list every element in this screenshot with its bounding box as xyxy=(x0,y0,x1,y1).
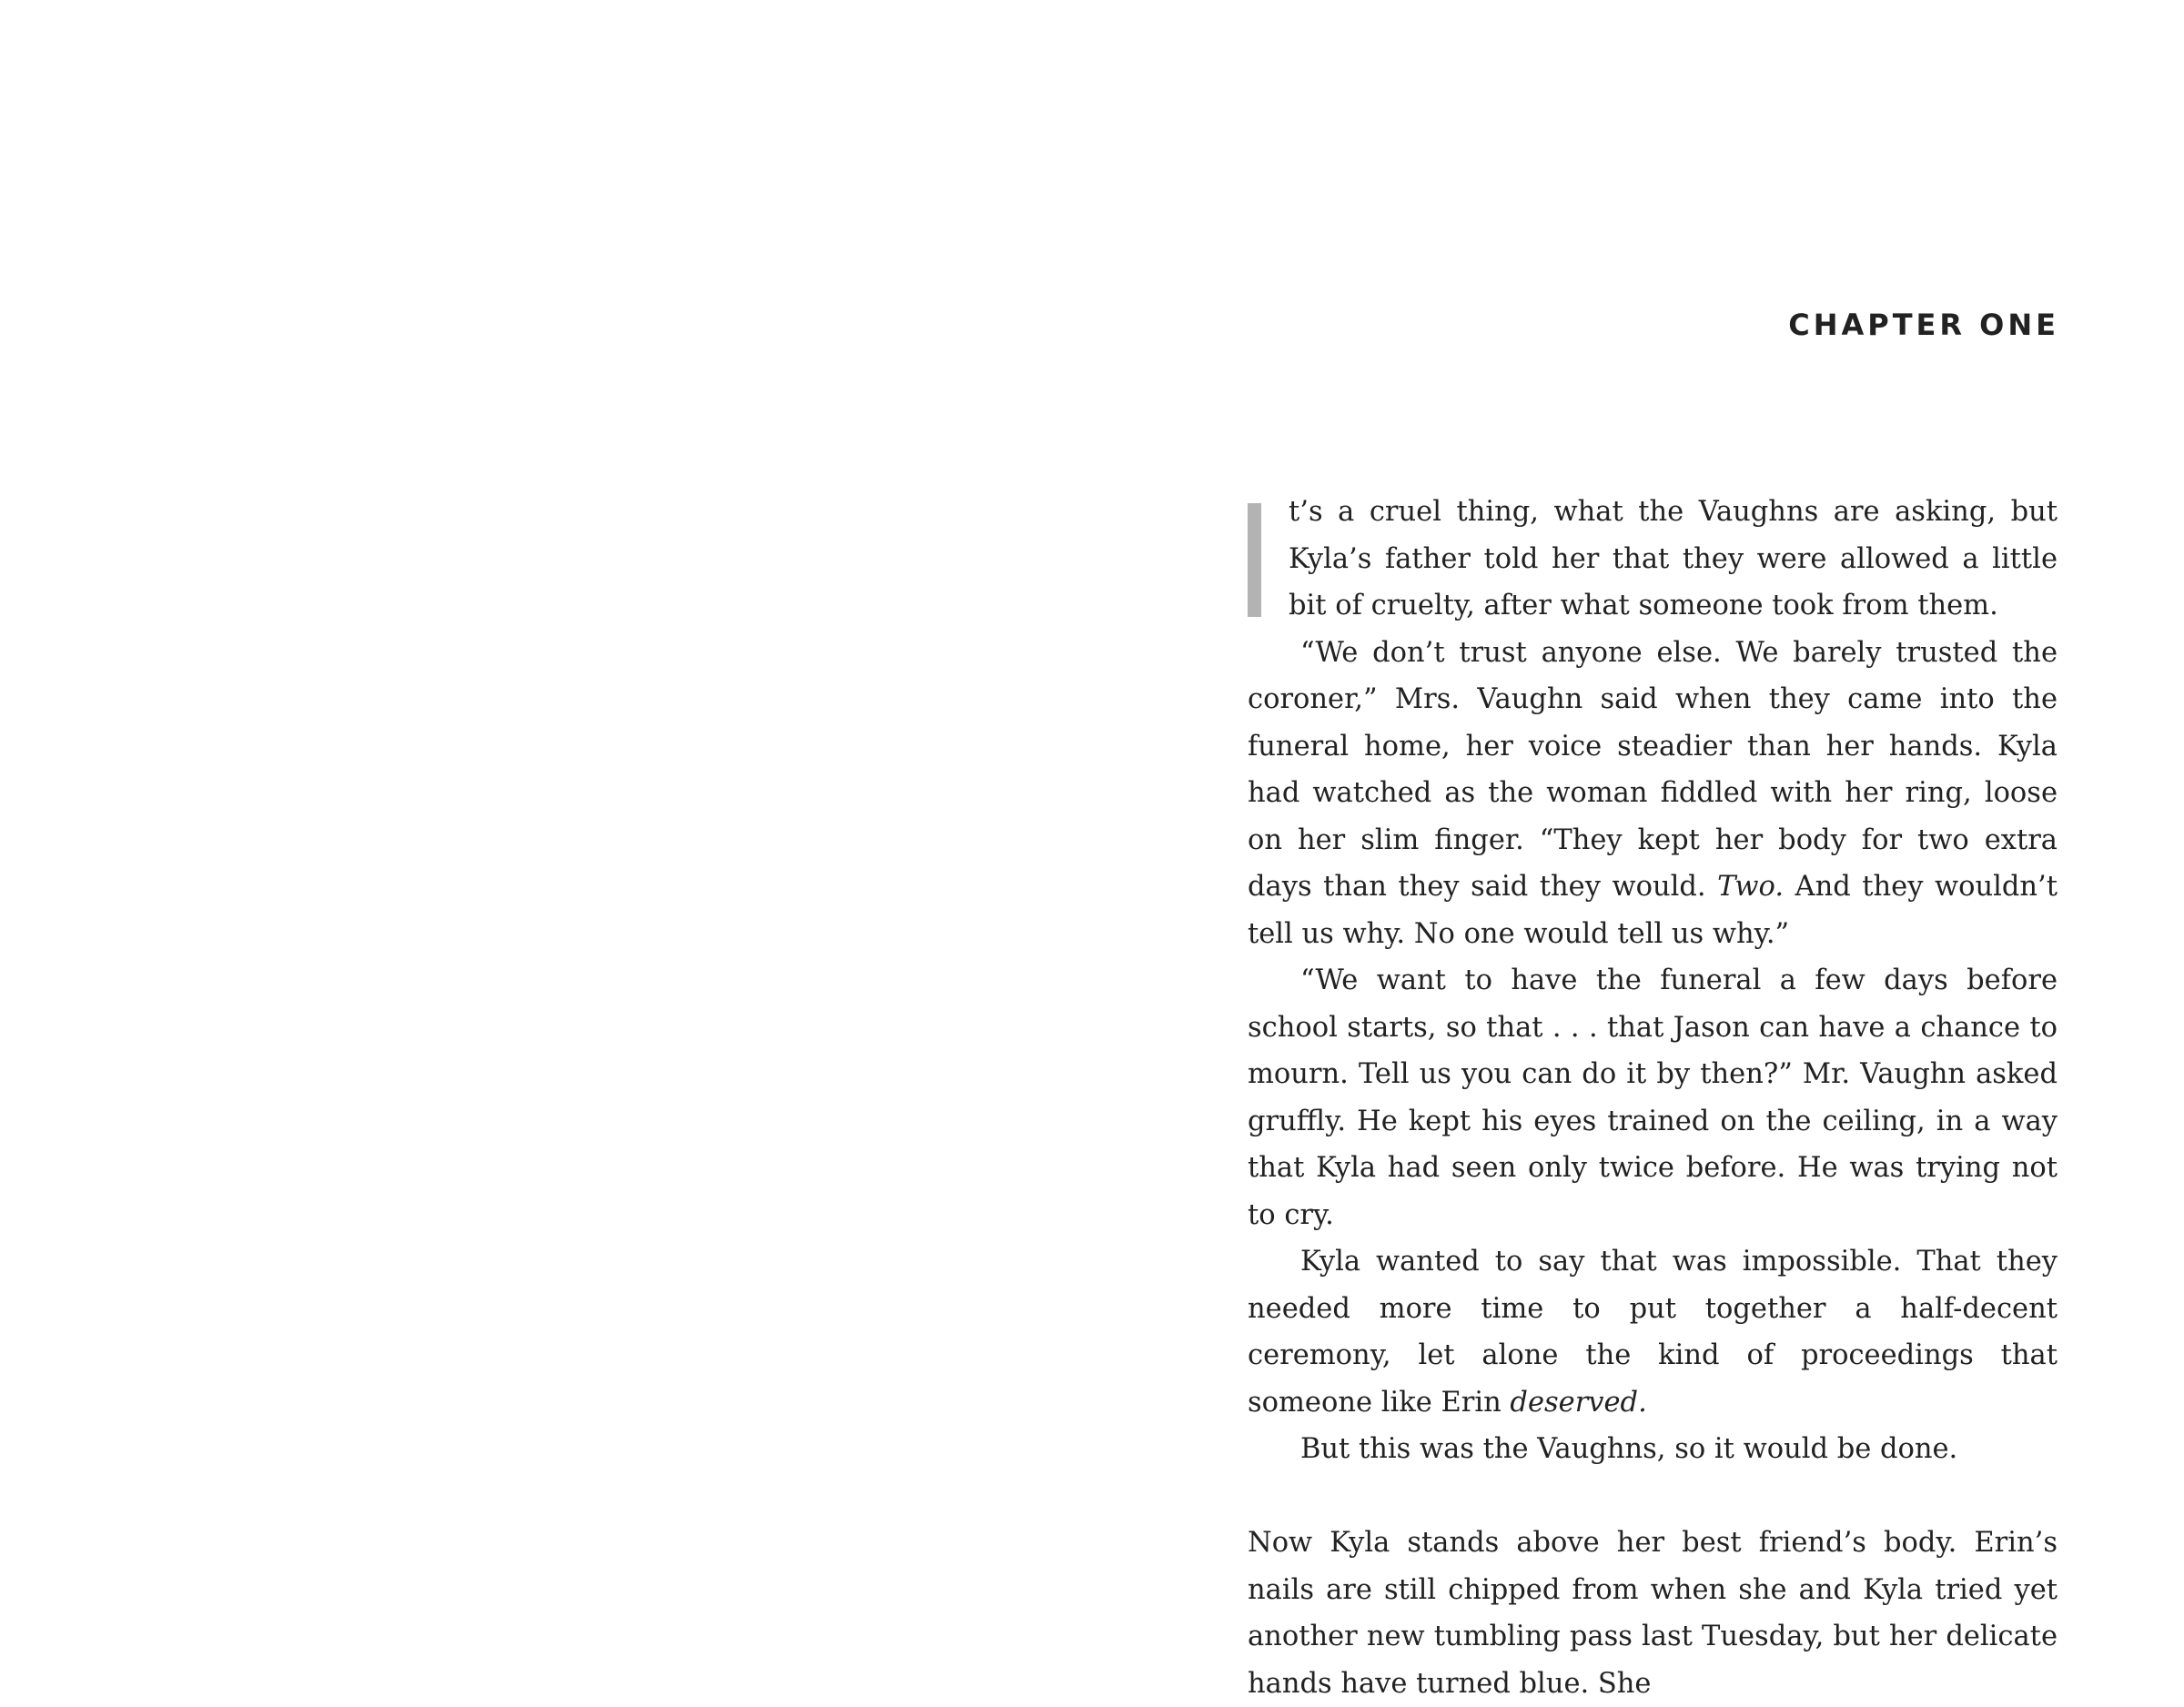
italic-emphasis: deserved. xyxy=(1510,1386,1647,1419)
paragraph-text: And they wouldn’t tell us why. No one would tell us why.” xyxy=(1248,871,2058,950)
paragraph-text: t’s a cruel thing, what the Vaughns are asking, but Kyla’s father told her that they were allowed a little bit of cruelty, after what someone took from them. xyxy=(1289,496,2058,621)
body-text xyxy=(1248,489,2058,1707)
scene-break xyxy=(1248,1473,2058,1520)
right-page xyxy=(1092,0,2184,1700)
paragraph xyxy=(1248,1520,2058,1707)
opening-paragraph xyxy=(1248,489,2058,630)
italic-emphasis: Two. xyxy=(1717,871,1785,903)
left-page-blank xyxy=(0,0,1092,1676)
paragraph xyxy=(1248,1238,2058,1426)
chapter-heading: CHAPTER ONE xyxy=(1788,308,2059,342)
paragraph xyxy=(1248,957,2058,1238)
paragraph-text: “We want to have the funeral a few days before school starts, so that . . . that Jason can have a chance to mourn. Tell us you can do it by then?” Mr. Vaughn asked gruffly. He kept his eyes trained on the ceiling, in a way that Kyla had seen only twice before. He was trying not to cry. xyxy=(1248,965,2058,1231)
paragraph-text: Kyla wanted to say that was impossible. That they needed more time to put together a half-decent ceremony, let alone the kind of proceedings that someone like Erin xyxy=(1248,1246,2058,1419)
drop-cap-initial xyxy=(1248,503,1261,617)
paragraph xyxy=(1248,630,2058,958)
paragraph-text: “We don’t trust anyone else. We barely trusted the coroner,” Mrs. Vaughn said when they came into the funeral home, her voice steadier than her hands. Kyla had watched as the woman fiddled with her ring, loose on her slim finger. “They kept her body for two extra days than they said they would. xyxy=(1248,636,2058,903)
paragraph xyxy=(1248,1426,2058,1473)
paragraph-text: Now Kyla stands above her best friend’s body. Erin’s nails are still chipped from when she and Kyla tried yet another new tumbling pass last Tuesday, but her delicate hands have turned blue. She xyxy=(1248,1527,2058,1700)
paragraph-text: But this was the Vaughns, so it would be done. xyxy=(1300,1433,1958,1465)
